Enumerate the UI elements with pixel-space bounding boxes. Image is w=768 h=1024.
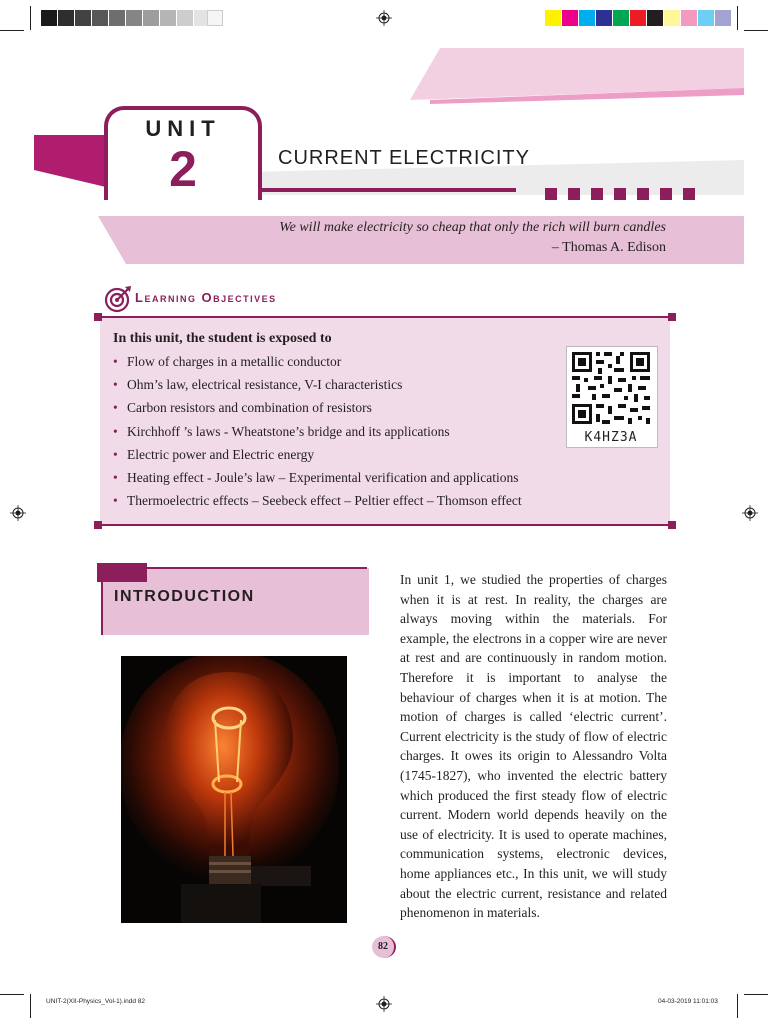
corner-square: [94, 521, 102, 529]
list-item: • Heating effect - Joule’s law – Experimental verification and applications: [113, 469, 519, 485]
qr-code-icon[interactable]: [568, 348, 654, 428]
target-icon: [104, 285, 132, 313]
corner-square: [94, 313, 102, 321]
registration-mark-icon: [10, 505, 26, 521]
list-item: • Electric power and Electric energy: [113, 446, 315, 462]
divider: [100, 316, 672, 318]
registration-mark-icon: [376, 996, 392, 1012]
list-item: • Flow of charges in a metallic conductor: [113, 354, 342, 369]
divider: [100, 524, 672, 526]
list-item: • Thermoelectric effects – Seebeck effect – Peltier effect – Thomson effect: [113, 493, 522, 509]
corner-square: [668, 313, 676, 321]
registration-mark-icon: [376, 10, 392, 26]
list-item: • Kirchhoff ’s laws - Wheatstone’s bridge and its applications: [113, 423, 450, 439]
introduction-tab: [97, 563, 147, 582]
quote-author: – Thomas A. Edison: [551, 240, 666, 255]
section-heading: INTRODUCTION: [114, 588, 255, 605]
registration-mark-icon: [742, 505, 758, 521]
corner-square: [668, 521, 676, 529]
footer-timestamp: 04-03-2019 11:01:03: [658, 998, 718, 1005]
objectives-heading: In this unit, the student is exposed to: [113, 331, 332, 346]
footer-filename: UNIT-2(XII-Physics_Vol-1).indd 82: [46, 998, 145, 1005]
light-bulb-photo: [121, 656, 347, 923]
page-title: CURRENT ELECTRICITY: [278, 147, 530, 169]
unit-label: UNIT: [145, 116, 221, 141]
page-number: 82: [372, 936, 396, 958]
unit-number: 2: [169, 141, 197, 197]
quote-text: We will make electricity so cheap that only the rich will burn candles: [279, 220, 666, 235]
unit-badge: [104, 106, 262, 200]
introduction-paragraph: In unit 1, we studied the properties of charges when it is at rest. In reality, the charges are always moving within the materials. For example, the electrons in a copper wire are never at rest and are continuously in random motion. Therefore it is important to analyse the behaviour of charges when it is at motion. The motion of charges is called ‘electric current’. Current electricity is the study of flow of electric charges. It owes its origin to Alessandro Volta (1745-1827), who invented the electric battery which produced the first steady flow of electric current. Modern world depends heavily on the use of electricity. It is used to operate machines, communication systems, electronic devices, home appliances etc., In this unit, we will study about the electric current, resistance and related phenomenon in materials.: [400, 572, 667, 921]
qr-code-label: K4HZ3A: [584, 430, 638, 445]
objectives-list: [113, 352, 522, 514]
list-item: • Carbon resistors and combination of resistors: [113, 400, 372, 416]
learning-objectives-title: Learning Objectives: [135, 290, 277, 305]
list-item: • Ohm’s law, electrical resistance, V-I characteristics: [113, 377, 403, 393]
